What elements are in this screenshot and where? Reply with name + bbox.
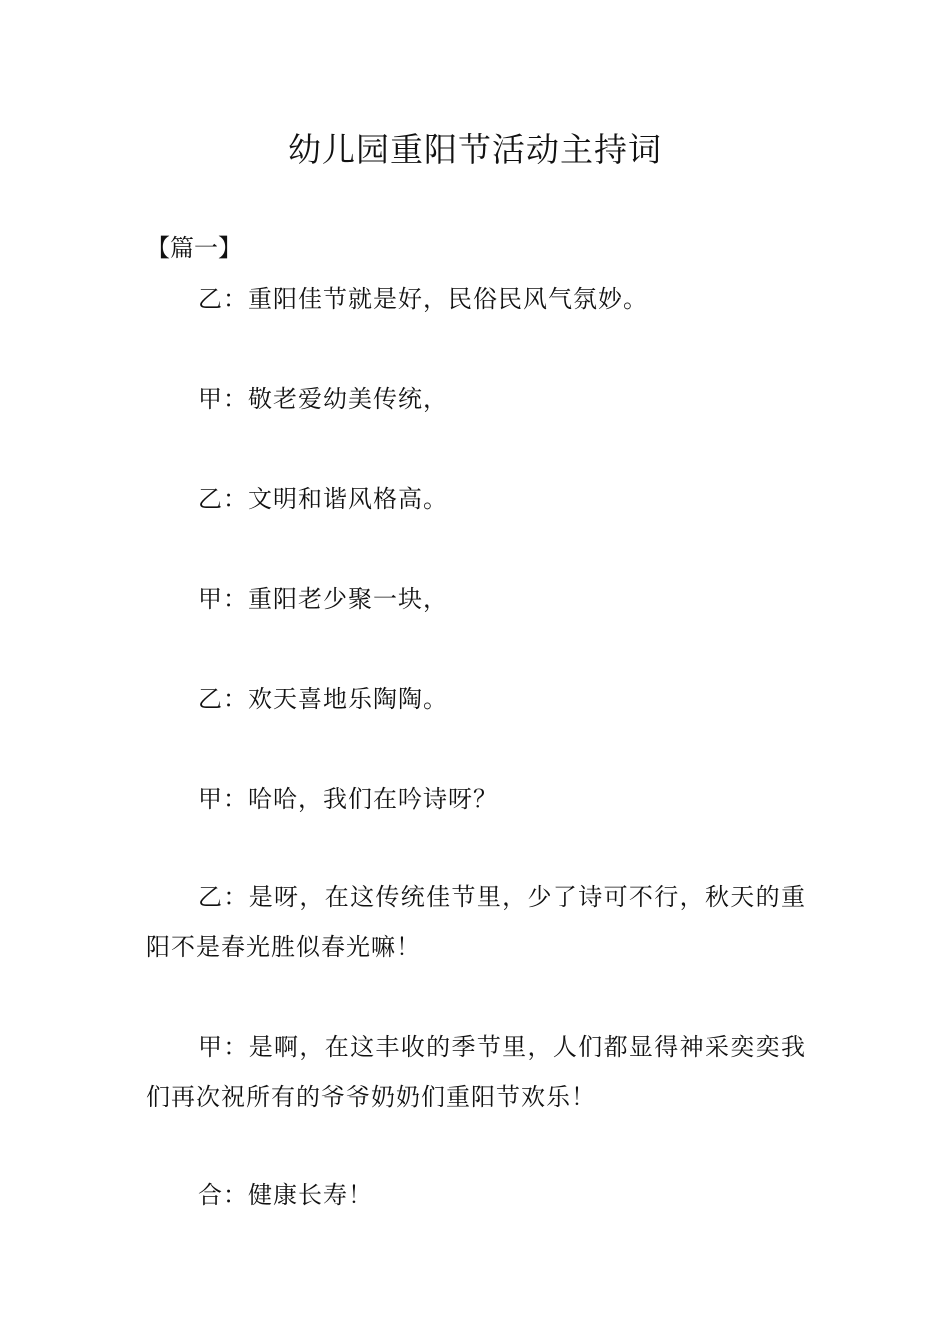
dialogue-line: 乙：重阳佳节就是好，民俗民风气氛妙。 [198,285,648,313]
dialogue-line: 甲：是啊，在这丰收的季节里，人们都显得神采奕奕我们再次祝所有的爷爷奶奶们重阳节欢乐！ [146,1033,806,1111]
dialogue-line: 甲：哈哈，我们在吟诗呀？ [198,785,498,813]
dialogue-line: 甲：敬老爱幼美传统， [198,385,448,413]
dialogue-line: 乙：文明和谐风格高。 [198,485,448,513]
section-label: 【篇一】 [146,234,242,262]
dialogue-line: 乙：欢天喜地乐陶陶。 [198,685,448,713]
dialogue-line: 甲：重阳老少聚一块， [198,585,448,613]
document-title: 幼儿园重阳节活动主持词 [288,130,662,169]
dialogue-line: 乙：是呀，在这传统佳节里，少了诗可不行，秋天的重阳不是春光胜似春光嘛！ [146,883,806,961]
dialogue-line: 合：健康长寿！ [198,1181,373,1209]
